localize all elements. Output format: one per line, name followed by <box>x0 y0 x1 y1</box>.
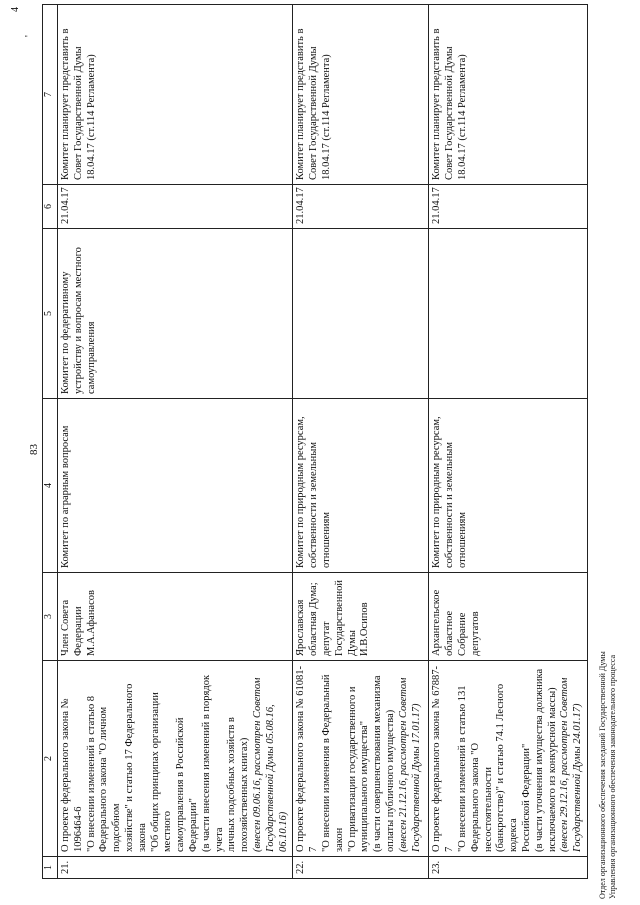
column-header: 4 <box>43 399 58 573</box>
bill-description <box>58 661 293 857</box>
committee: Комитет по природным ресурсам, собственности и земельным отношениям <box>429 399 588 573</box>
plan: Комитет планирует представить в Совет Государственной Думы 18.04.17 (ст.114 Регламента) <box>293 5 429 185</box>
bill-desc-line: личных подсобных хозяйств в <box>226 717 238 852</box>
bill-note: (внесен 21.12.16, рассмотрен Советом Государственной Думы 17.01.17) <box>397 677 422 852</box>
bill-description <box>293 661 429 857</box>
row-number: 23. <box>429 857 588 879</box>
bill-desc-line: муниципального имущества" <box>359 720 371 852</box>
column-header: 1 <box>43 857 58 879</box>
bill-note: (внесен 29.12.16, рассмотрен Советом Государственной Думы 24.01.17) <box>559 677 584 852</box>
bill-desc-line: исключаемого из конкурсной массы) <box>546 687 558 852</box>
bill-desc-line: Федерального закона "О несостоятельности <box>469 742 494 852</box>
page-number: 83 <box>28 444 40 455</box>
agenda-table <box>42 4 588 879</box>
bill-desc-line: "Об общих принципах организации местного <box>149 692 174 852</box>
column-header: 7 <box>43 5 58 185</box>
column-header: 3 <box>43 573 58 661</box>
bill-desc-line: самоуправления в Российской Федерации" <box>175 717 199 852</box>
bill-title: О проекте федерального закона № 1096464-6 <box>60 698 84 852</box>
initiator: Член Совета Федерации М.А.Афанасов <box>58 573 293 661</box>
bill-desc-line: похозяйственных книгах) <box>239 737 251 852</box>
bill-desc-line: (в части уточнения имущества должника <box>533 668 545 852</box>
bill-desc-line: оплаты публичного имущества) <box>384 709 396 852</box>
bill-desc-line: (банкротстве)" и статью 74.1 Лесного кодекса <box>495 683 520 852</box>
committee: Комитет по природным ресурсам, собственности и земельным отношениям <box>293 399 429 573</box>
date: 21.04.17 <box>58 185 293 229</box>
bill-title: О проекте федерального закона № 67887-7 <box>431 665 456 852</box>
corner-mark: 4 <box>10 7 21 12</box>
row-number: 21. <box>58 857 293 879</box>
bill-desc-line: хозяйстве" и статью 17 Федерального закона <box>123 683 148 852</box>
bill-desc-line: Российской Федерации" <box>520 743 532 852</box>
corner-mark: ' <box>24 35 35 37</box>
date: 21.04.17 <box>293 185 429 229</box>
bill-desc-line: (в части внесения изменений в порядок учета <box>200 674 225 852</box>
table-row <box>58 5 293 879</box>
plan: Комитет планирует представить в Совет Государственной Думы 18.04.17 (ст.114 Регламента) <box>429 5 588 185</box>
co-committee: Комитет по федеративному устройству и вопросам местного самоуправления <box>58 229 293 399</box>
bill-description <box>429 661 588 857</box>
bill-desc-line: "О внесении изменений в статью 8 <box>85 695 97 852</box>
bill-desc-line: (в части совершенствования механизма <box>372 675 384 852</box>
column-header: 6 <box>43 185 58 229</box>
bill-title: О проекте федерального закона № 61081-7 <box>295 665 320 852</box>
co-committee <box>293 229 429 399</box>
column-header: 5 <box>43 229 58 399</box>
committee: Комитет по аграрным вопросам <box>58 399 293 573</box>
bill-note: (внесен 09.06.16, рассмотрен Советом Государственной Думы 05.08.16, 06.10.16) <box>251 677 289 852</box>
co-committee <box>429 229 588 399</box>
table-row <box>293 5 429 879</box>
initiator: Ярославская областная Дума; депутат Государственной Думы И.В.Осипов <box>293 573 429 661</box>
column-header: 2 <box>43 661 58 857</box>
plan: Комитет планирует представить в Совет Государственной Думы 18.04.17 (ст.114 Регламента) <box>58 5 293 185</box>
header-row <box>43 5 58 879</box>
bill-desc-line: "О внесении изменений в статью 131 <box>456 685 468 852</box>
initiator: Архангельское областное Собрание депутатов <box>429 573 588 661</box>
bill-desc-line: "О приватизации государственного и <box>346 686 358 852</box>
bill-desc-line: Федерального закона "О личном подсобном <box>98 706 123 852</box>
footer <box>598 651 618 899</box>
row-number: 22. <box>293 857 429 879</box>
table-row <box>429 5 588 879</box>
footer-line: Отдел организационного обеспечения заседаний Государственной Думы <box>598 651 607 899</box>
footer-line: Управления организационного обеспечения законодательного процесса <box>608 654 617 899</box>
bill-desc-line: "О внесении изменения в Федеральный закон <box>320 674 345 852</box>
date: 21.04.17 <box>429 185 588 229</box>
